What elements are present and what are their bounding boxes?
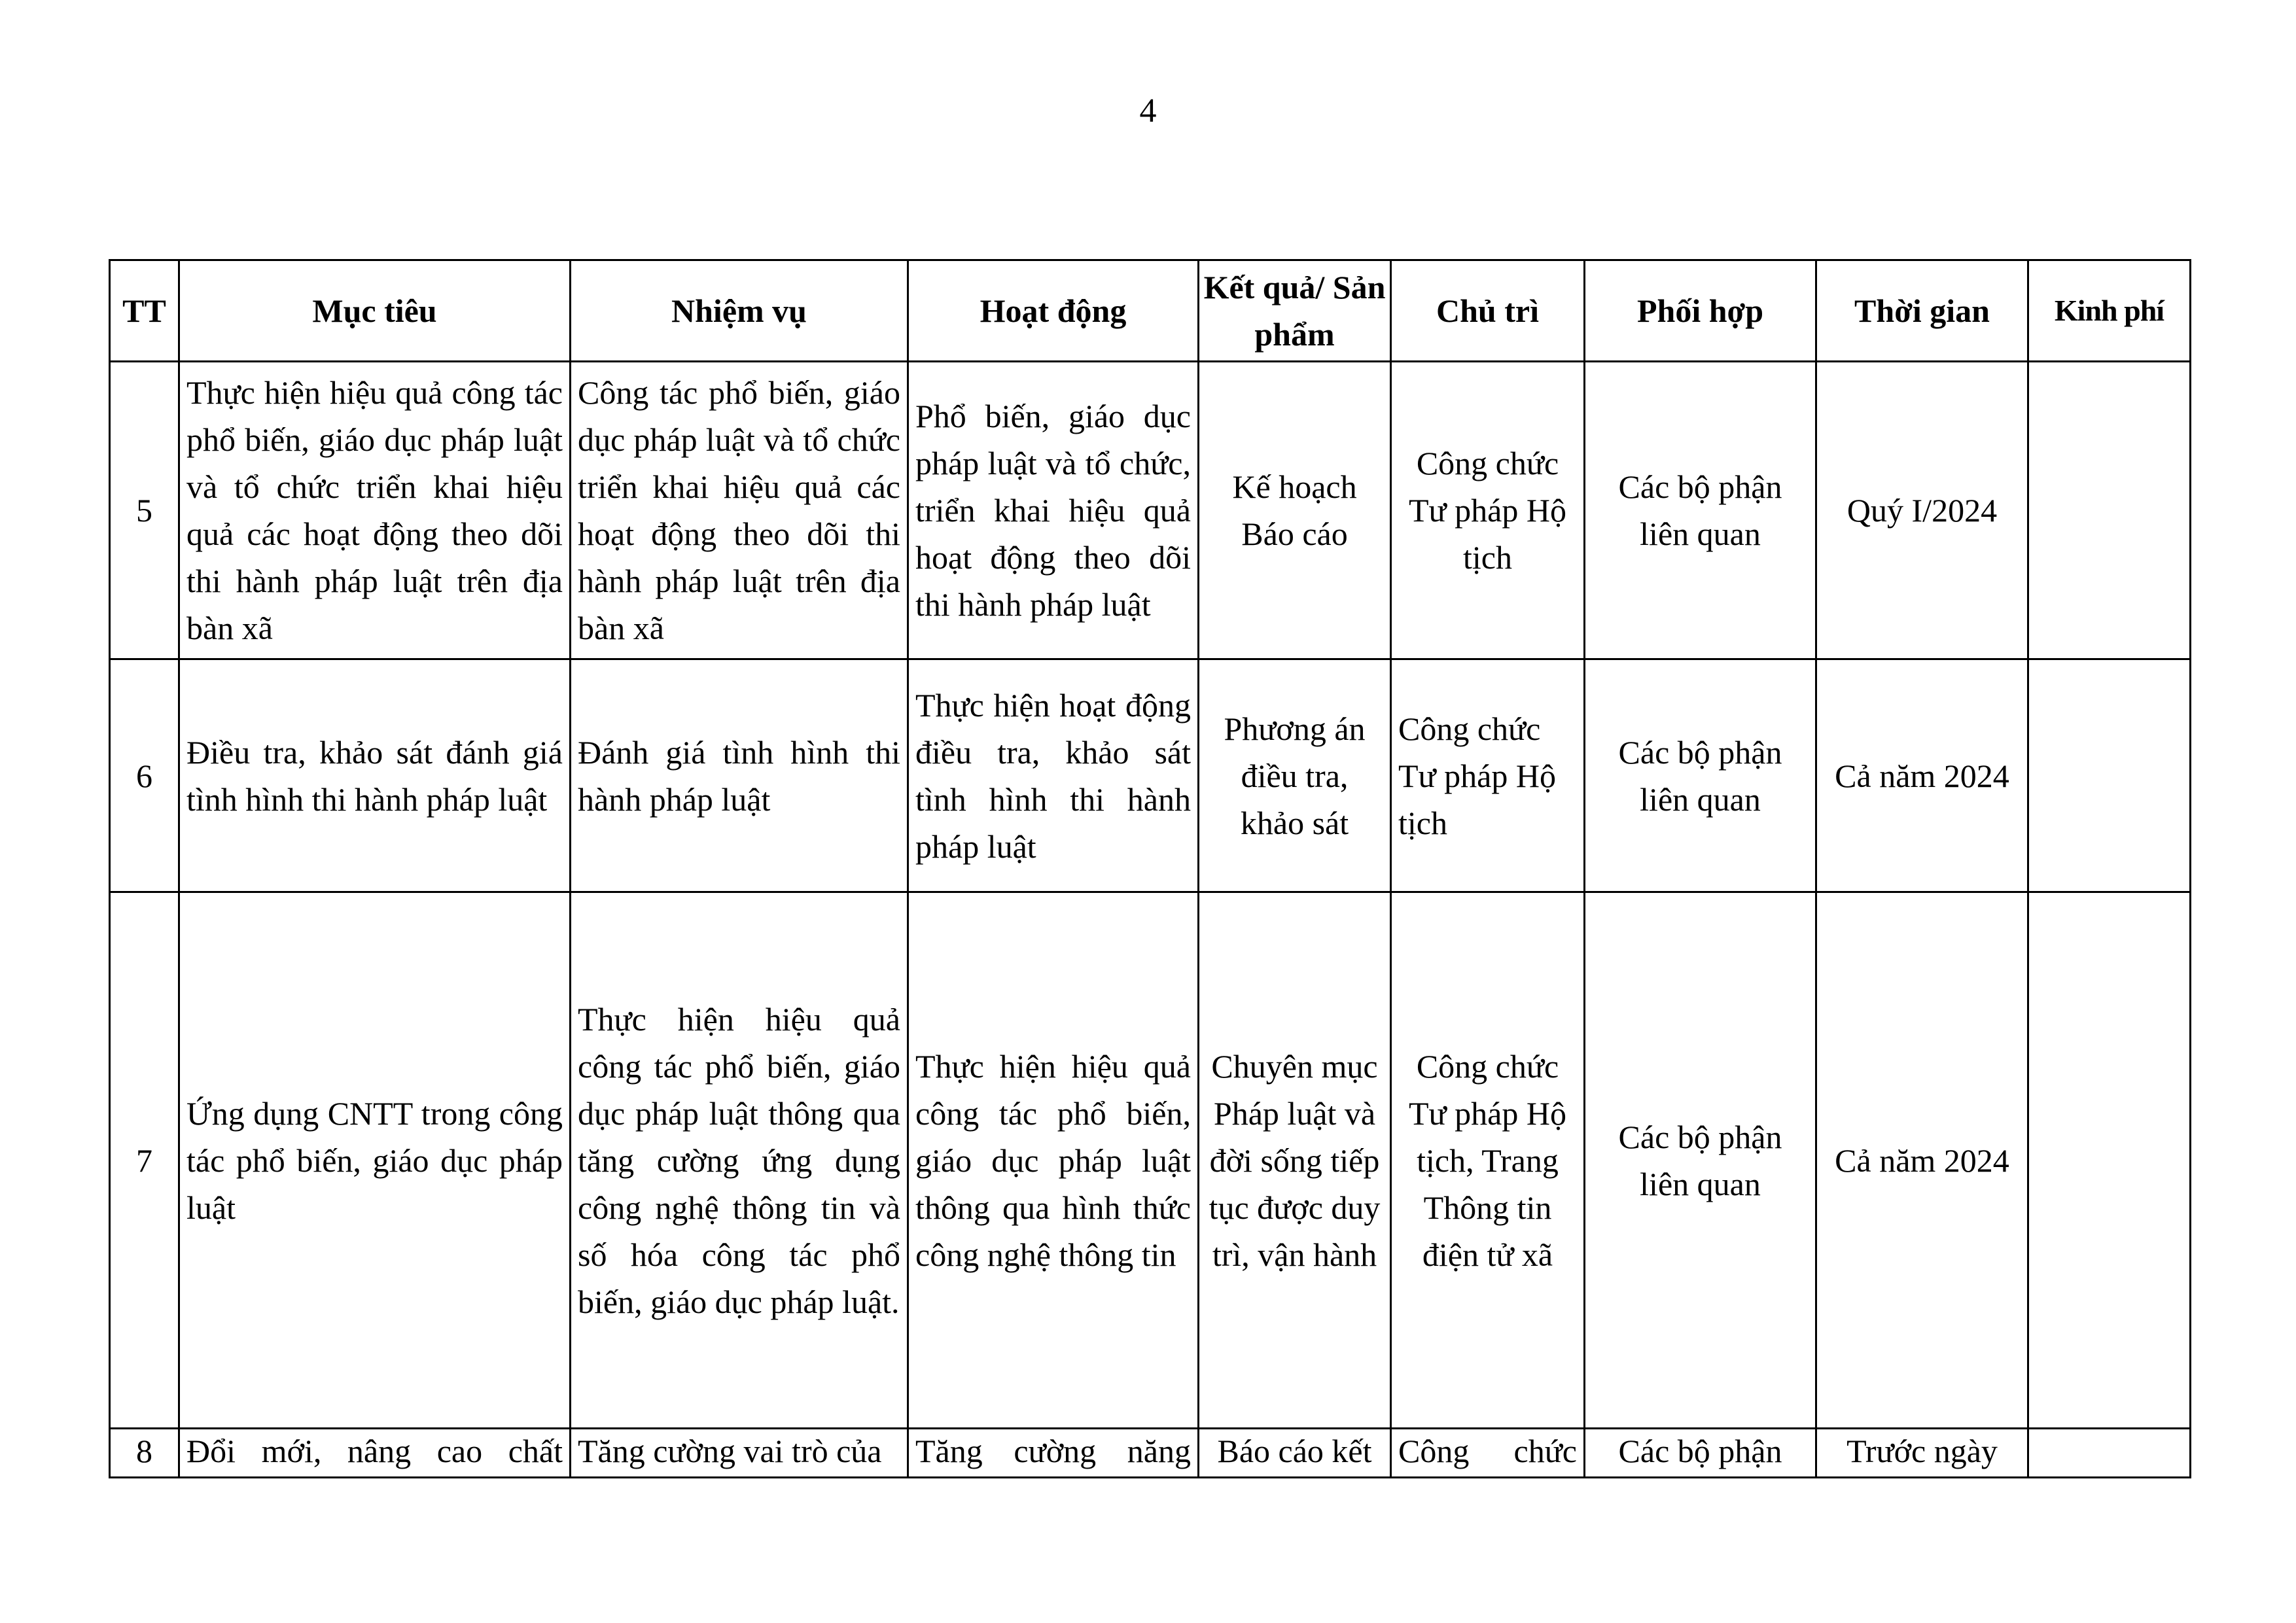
header-phoi-hop: Phối hợp [1585, 260, 1816, 362]
cell-nhiem-vu: Đánh giá tình hình thi hành pháp luật [571, 659, 908, 892]
header-chu-tri: Chủ trì [1391, 260, 1585, 362]
header-muc-tieu: Mục tiêu [179, 260, 571, 362]
cell-muc-tieu: Đổi mới, nâng cao chất [179, 1429, 571, 1478]
cell-ket-qua: Chuyên mục Pháp luật và đời sống tiếp tục được duy trì, vận hành [1199, 892, 1391, 1429]
header-ket-qua: Kết quả/ Sản phẩm [1199, 260, 1391, 362]
page-number: 4 [1139, 92, 1157, 130]
cell-kinh-phi [2028, 1429, 2191, 1478]
plan-table [109, 259, 2191, 1478]
cell-phoi-hop: Các bộ phận liên quan [1585, 659, 1816, 892]
header-hoat-dong: Hoạt động [908, 260, 1199, 362]
cell-hoat-dong: Thực hiện hoạt động điều tra, khảo sát tình hình thi hành pháp luật [908, 659, 1199, 892]
cell-thoi-gian: Cả năm 2024 [1816, 892, 2028, 1429]
header-tt: TT [110, 260, 179, 362]
header-kinh-phi: Kinh phí [2028, 260, 2191, 362]
cell-phoi-hop: Các bộ phận [1585, 1429, 1816, 1478]
cell-muc-tieu: Thực hiện hiệu quả công tác phổ biến, giáo dục pháp luật và tổ chức triển khai hiệu quả các hoạt động theo dõi thi hành pháp luật trên địa bàn xã [179, 362, 571, 659]
cell-phoi-hop: Các bộ phận liên quan [1585, 362, 1816, 659]
cell-nhiem-vu: Thực hiện hiệu quả công tác phổ biến, giáo dục pháp luật thông qua tăng cường ứng dụng công nghệ thông tin và số hóa công tác phổ biến, giáo dục pháp luật. [571, 892, 908, 1429]
cell-kinh-phi [2028, 362, 2191, 659]
cell-chu-tri: Công chức Tư pháp Hộ tịch [1391, 362, 1585, 659]
header-nhiem-vu: Nhiệm vụ [571, 260, 908, 362]
cell-hoat-dong: Thực hiện hiệu quả công tác phổ biến, giáo dục pháp luật thông qua hình thức công nghệ thông tin [908, 892, 1199, 1429]
table-row [110, 362, 2191, 659]
cell-nhiem-vu: Công tác phổ biến, giáo dục pháp luật và tổ chức triển khai hiệu quả các hoạt động theo dõi thi hành pháp luật trên địa bàn xã [571, 362, 908, 659]
cell-muc-tieu: Điều tra, khảo sát đánh giá tình hình thi hành pháp luật [179, 659, 571, 892]
table-row [110, 1429, 2191, 1478]
cell-chu-tri: Công chức [1391, 1429, 1585, 1478]
cell-thoi-gian: Quý I/2024 [1816, 362, 2028, 659]
cell-phoi-hop: Các bộ phận liên quan [1585, 892, 1816, 1429]
cell-chu-tri: Công chức Tư pháp Hộ tịch, Trang Thông tin điện tử xã [1391, 892, 1585, 1429]
cell-thoi-gian: Trước ngày [1816, 1429, 2028, 1478]
header-row [110, 260, 2191, 362]
cell-ket-qua: Kế hoạch Báo cáo [1199, 362, 1391, 659]
cell-hoat-dong: Tăng cường năng [908, 1429, 1199, 1478]
cell-tt: 6 [110, 659, 179, 892]
cell-hoat-dong: Phổ biến, giáo dục pháp luật và tổ chức, triển khai hiệu quả hoạt động theo dõi thi hành pháp luật [908, 362, 1199, 659]
table-row [110, 892, 2191, 1429]
cell-tt: 7 [110, 892, 179, 1429]
cell-kinh-phi [2028, 892, 2191, 1429]
cell-ket-qua: Phương án điều tra, khảo sát [1199, 659, 1391, 892]
cell-thoi-gian: Cả năm 2024 [1816, 659, 2028, 892]
cell-tt: 5 [110, 362, 179, 659]
table-row [110, 659, 2191, 892]
cell-ket-qua: Báo cáo kết [1199, 1429, 1391, 1478]
cell-nhiem-vu: Tăng cường vai trò của [571, 1429, 908, 1478]
cell-tt: 8 [110, 1429, 179, 1478]
cell-kinh-phi [2028, 659, 2191, 892]
cell-muc-tieu: Ứng dụng CNTT trong công tác phổ biến, giáo dục pháp luật [179, 892, 571, 1429]
cell-chu-tri: Công chức Tư pháp Hộ tịch [1391, 659, 1585, 892]
header-thoi-gian: Thời gian [1816, 260, 2028, 362]
